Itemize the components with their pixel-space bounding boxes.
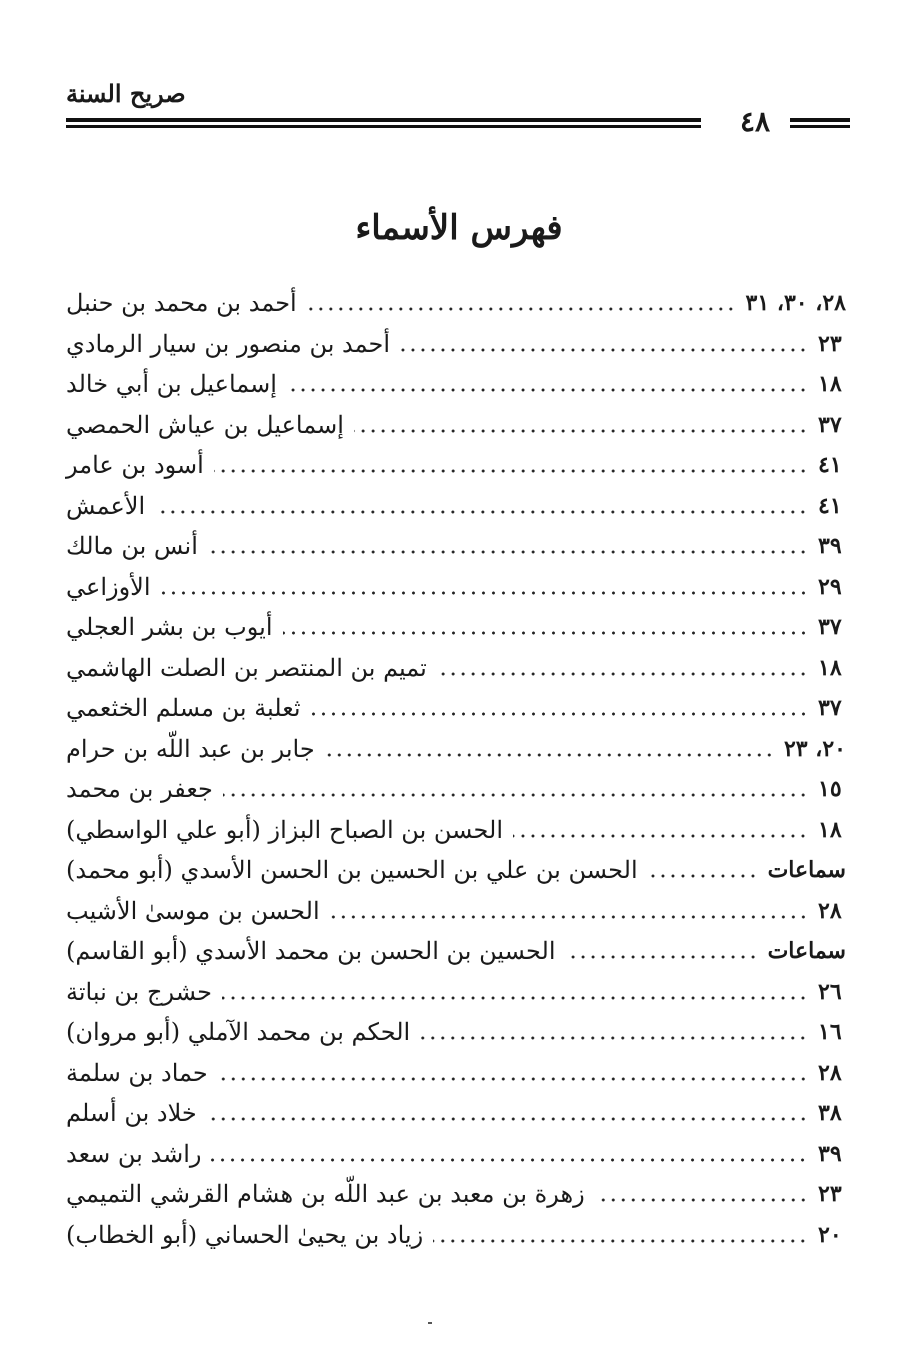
dot-leader xyxy=(214,468,808,474)
entry-name: الحكم بن محمد الآملي (أبو مروان) xyxy=(66,1018,411,1047)
index-entry xyxy=(66,1093,846,1134)
dot-leader xyxy=(595,1197,808,1203)
entry-name: أسود بن عامر xyxy=(66,451,204,480)
entry-pages: ٢٣ xyxy=(818,1181,842,1208)
entry-pages: سماعات xyxy=(767,938,846,965)
index-entry xyxy=(66,769,846,810)
dot-leader xyxy=(437,671,808,677)
dot-leader xyxy=(207,1116,808,1122)
dot-leader xyxy=(420,1035,808,1041)
entry-name: الحسن بن الصباح البزاز (أبو علي الواسطي) xyxy=(66,815,504,844)
entry-name: جعفر بن محمد xyxy=(66,775,213,804)
dot-leader xyxy=(330,914,808,920)
entry-pages: ٤١ xyxy=(818,492,842,519)
index-entry xyxy=(66,1012,846,1053)
index-entry xyxy=(66,688,846,729)
index-entry xyxy=(66,1174,846,1215)
dot-leader xyxy=(513,833,808,839)
entry-pages: ٢٩ xyxy=(818,573,842,600)
entry-pages: ٣٧ xyxy=(818,614,842,641)
dot-leader xyxy=(400,347,808,353)
dot-leader xyxy=(211,1157,808,1163)
entry-name: ثعلبة بن مسلم الخثعمي xyxy=(66,694,301,723)
index-entries xyxy=(66,283,846,1255)
entry-name: الأعمش xyxy=(66,491,146,520)
entry-name: خلاد بن أسلم xyxy=(66,1099,197,1128)
index-heading: فهرس الأسماء xyxy=(355,208,563,248)
entry-name: أنس بن مالك xyxy=(66,532,198,561)
index-entry xyxy=(66,445,846,486)
entry-pages: ٢٨، ٣٠، ٣١ xyxy=(745,290,846,317)
index-entry xyxy=(66,1134,846,1175)
index-entry xyxy=(66,729,846,770)
entry-name: جابر بن عبد اللّه بن حرام xyxy=(66,734,315,763)
entry-name: تميم بن المنتصر بن الصلت الهاشمي xyxy=(66,653,427,682)
dot-leader xyxy=(307,306,736,312)
entry-pages: ٢٨ xyxy=(818,897,842,924)
entry-pages: ٢٦ xyxy=(818,978,842,1005)
index-entry xyxy=(66,1053,846,1094)
entry-pages: ٣٩ xyxy=(818,1140,842,1167)
index-entry xyxy=(66,283,846,324)
entry-pages: ١٨ xyxy=(818,371,842,398)
dot-leader xyxy=(222,995,808,1001)
entry-name: الحسن بن علي بن الحسين بن الحسن الأسدي (أبو محمد) xyxy=(66,856,638,885)
index-entry xyxy=(66,931,846,972)
entry-pages: ٢٠، ٢٣ xyxy=(783,735,846,762)
entry-pages: ١٦ xyxy=(818,1019,842,1046)
index-entry xyxy=(66,810,846,851)
entry-pages: ٣٧ xyxy=(818,695,842,722)
index-entry xyxy=(66,486,846,527)
entry-name: زياد بن يحيىٰ الحساني (أبو الخطاب) xyxy=(66,1220,424,1249)
header-rule-right xyxy=(790,118,850,130)
dot-leader xyxy=(648,873,758,879)
index-entry xyxy=(66,891,846,932)
entry-pages: ٤١ xyxy=(818,452,842,479)
dot-leader xyxy=(161,590,808,596)
footer-mark xyxy=(428,1322,432,1324)
entry-name: إسماعيل بن أبي خالد xyxy=(66,370,277,399)
entry-name: زهرة بن معبد بن عبد اللّه بن هشام القرشي التميمي xyxy=(66,1180,585,1209)
index-entry xyxy=(66,972,846,1013)
entry-name: حشرج بن نباتة xyxy=(66,977,212,1006)
entry-name: أيوب بن بشر العجلي xyxy=(66,613,273,642)
dot-leader xyxy=(283,630,808,636)
index-entry xyxy=(66,1215,846,1256)
dot-leader xyxy=(208,549,808,555)
dot-leader xyxy=(311,711,808,717)
entry-name: الحسين بن الحسن بن محمد الأسدي (أبو القاسم) xyxy=(66,937,556,966)
book-title: صريح السنة xyxy=(66,79,186,108)
entry-name: أحمد بن محمد بن حنبل xyxy=(66,289,297,318)
entry-pages: ٣٩ xyxy=(818,533,842,560)
entry-name: حماد بن سلمة xyxy=(66,1058,208,1087)
index-entry xyxy=(66,526,846,567)
dot-leader xyxy=(218,1076,808,1082)
index-entry xyxy=(66,567,846,608)
entry-name: إسماعيل بن عياش الحمصي xyxy=(66,410,344,439)
index-entry xyxy=(66,648,846,689)
entry-pages: ١٨ xyxy=(818,816,842,843)
index-entry xyxy=(66,850,846,891)
entry-pages: ٣٧ xyxy=(818,411,842,438)
entry-name: الأوزاعي xyxy=(66,572,151,601)
entry-pages: ٢٠ xyxy=(818,1221,842,1248)
dot-leader xyxy=(223,792,808,798)
entry-pages: ٢٨ xyxy=(818,1059,842,1086)
dot-leader xyxy=(433,1238,808,1244)
entry-pages: ٣٨ xyxy=(818,1100,842,1127)
entry-pages: ١٨ xyxy=(818,654,842,681)
entry-name: راشد بن سعد xyxy=(66,1139,202,1168)
entry-pages: ٢٣ xyxy=(818,330,842,357)
header-rule-left xyxy=(66,118,701,130)
index-entry xyxy=(66,607,846,648)
dot-leader xyxy=(566,954,758,960)
entry-pages: سماعات xyxy=(767,857,846,884)
dot-leader xyxy=(287,387,808,393)
entry-name: الحسن بن موسىٰ الأشيب xyxy=(66,896,320,925)
index-entry xyxy=(66,364,846,405)
index-entry xyxy=(66,324,846,365)
page-number: ٤٨ xyxy=(739,105,771,138)
dot-leader xyxy=(325,752,774,758)
dot-leader xyxy=(354,428,808,434)
entry-name: أحمد بن منصور بن سيار الرمادي xyxy=(66,329,391,358)
entry-pages: ١٥ xyxy=(818,776,842,803)
dot-leader xyxy=(155,509,808,515)
index-entry xyxy=(66,405,846,446)
